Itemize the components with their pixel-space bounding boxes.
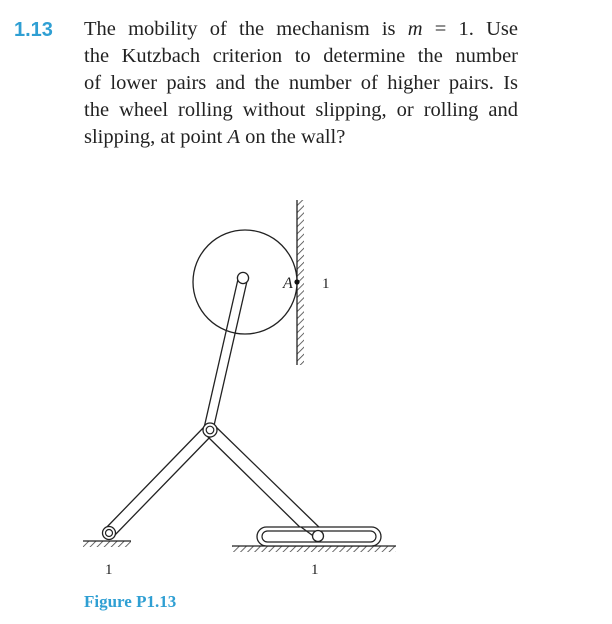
label-ground-left: 1 xyxy=(105,562,113,578)
problem-number: 1.13 xyxy=(14,19,53,41)
label-point-a: A xyxy=(283,275,293,292)
wheel-center-pin xyxy=(237,272,248,283)
link-right-edge xyxy=(214,425,323,531)
figure-caption: Figure P1.13 xyxy=(84,592,177,611)
right-ground-hatching xyxy=(232,546,396,552)
slider-pin xyxy=(313,531,324,542)
problem-line-4: the wheel rolling without slipping, or rolling and xyxy=(84,99,518,121)
label-ground-right: 1 xyxy=(311,562,319,578)
label-wall: 1 xyxy=(322,276,330,292)
right-ground xyxy=(232,546,396,552)
left-ground-pin xyxy=(106,530,113,537)
problem-line-1: The mobility of the mechanism is m = 1. Use xyxy=(84,18,518,40)
link-left-edge xyxy=(105,426,205,529)
problem-line-2: the Kutzbach criterion to determine the number xyxy=(84,45,518,67)
problem-line-3: of lower pairs and the number of higher pairs. Is xyxy=(84,72,518,94)
left-ground xyxy=(83,541,131,547)
contact-point-a xyxy=(294,279,299,284)
link-right-edge xyxy=(206,435,314,541)
problem-line-5: slipping, at point A on the wall? xyxy=(84,126,346,148)
knee-joint-pin xyxy=(206,426,214,434)
left-ground-hatching xyxy=(83,541,131,547)
link-left-edge xyxy=(113,434,213,537)
